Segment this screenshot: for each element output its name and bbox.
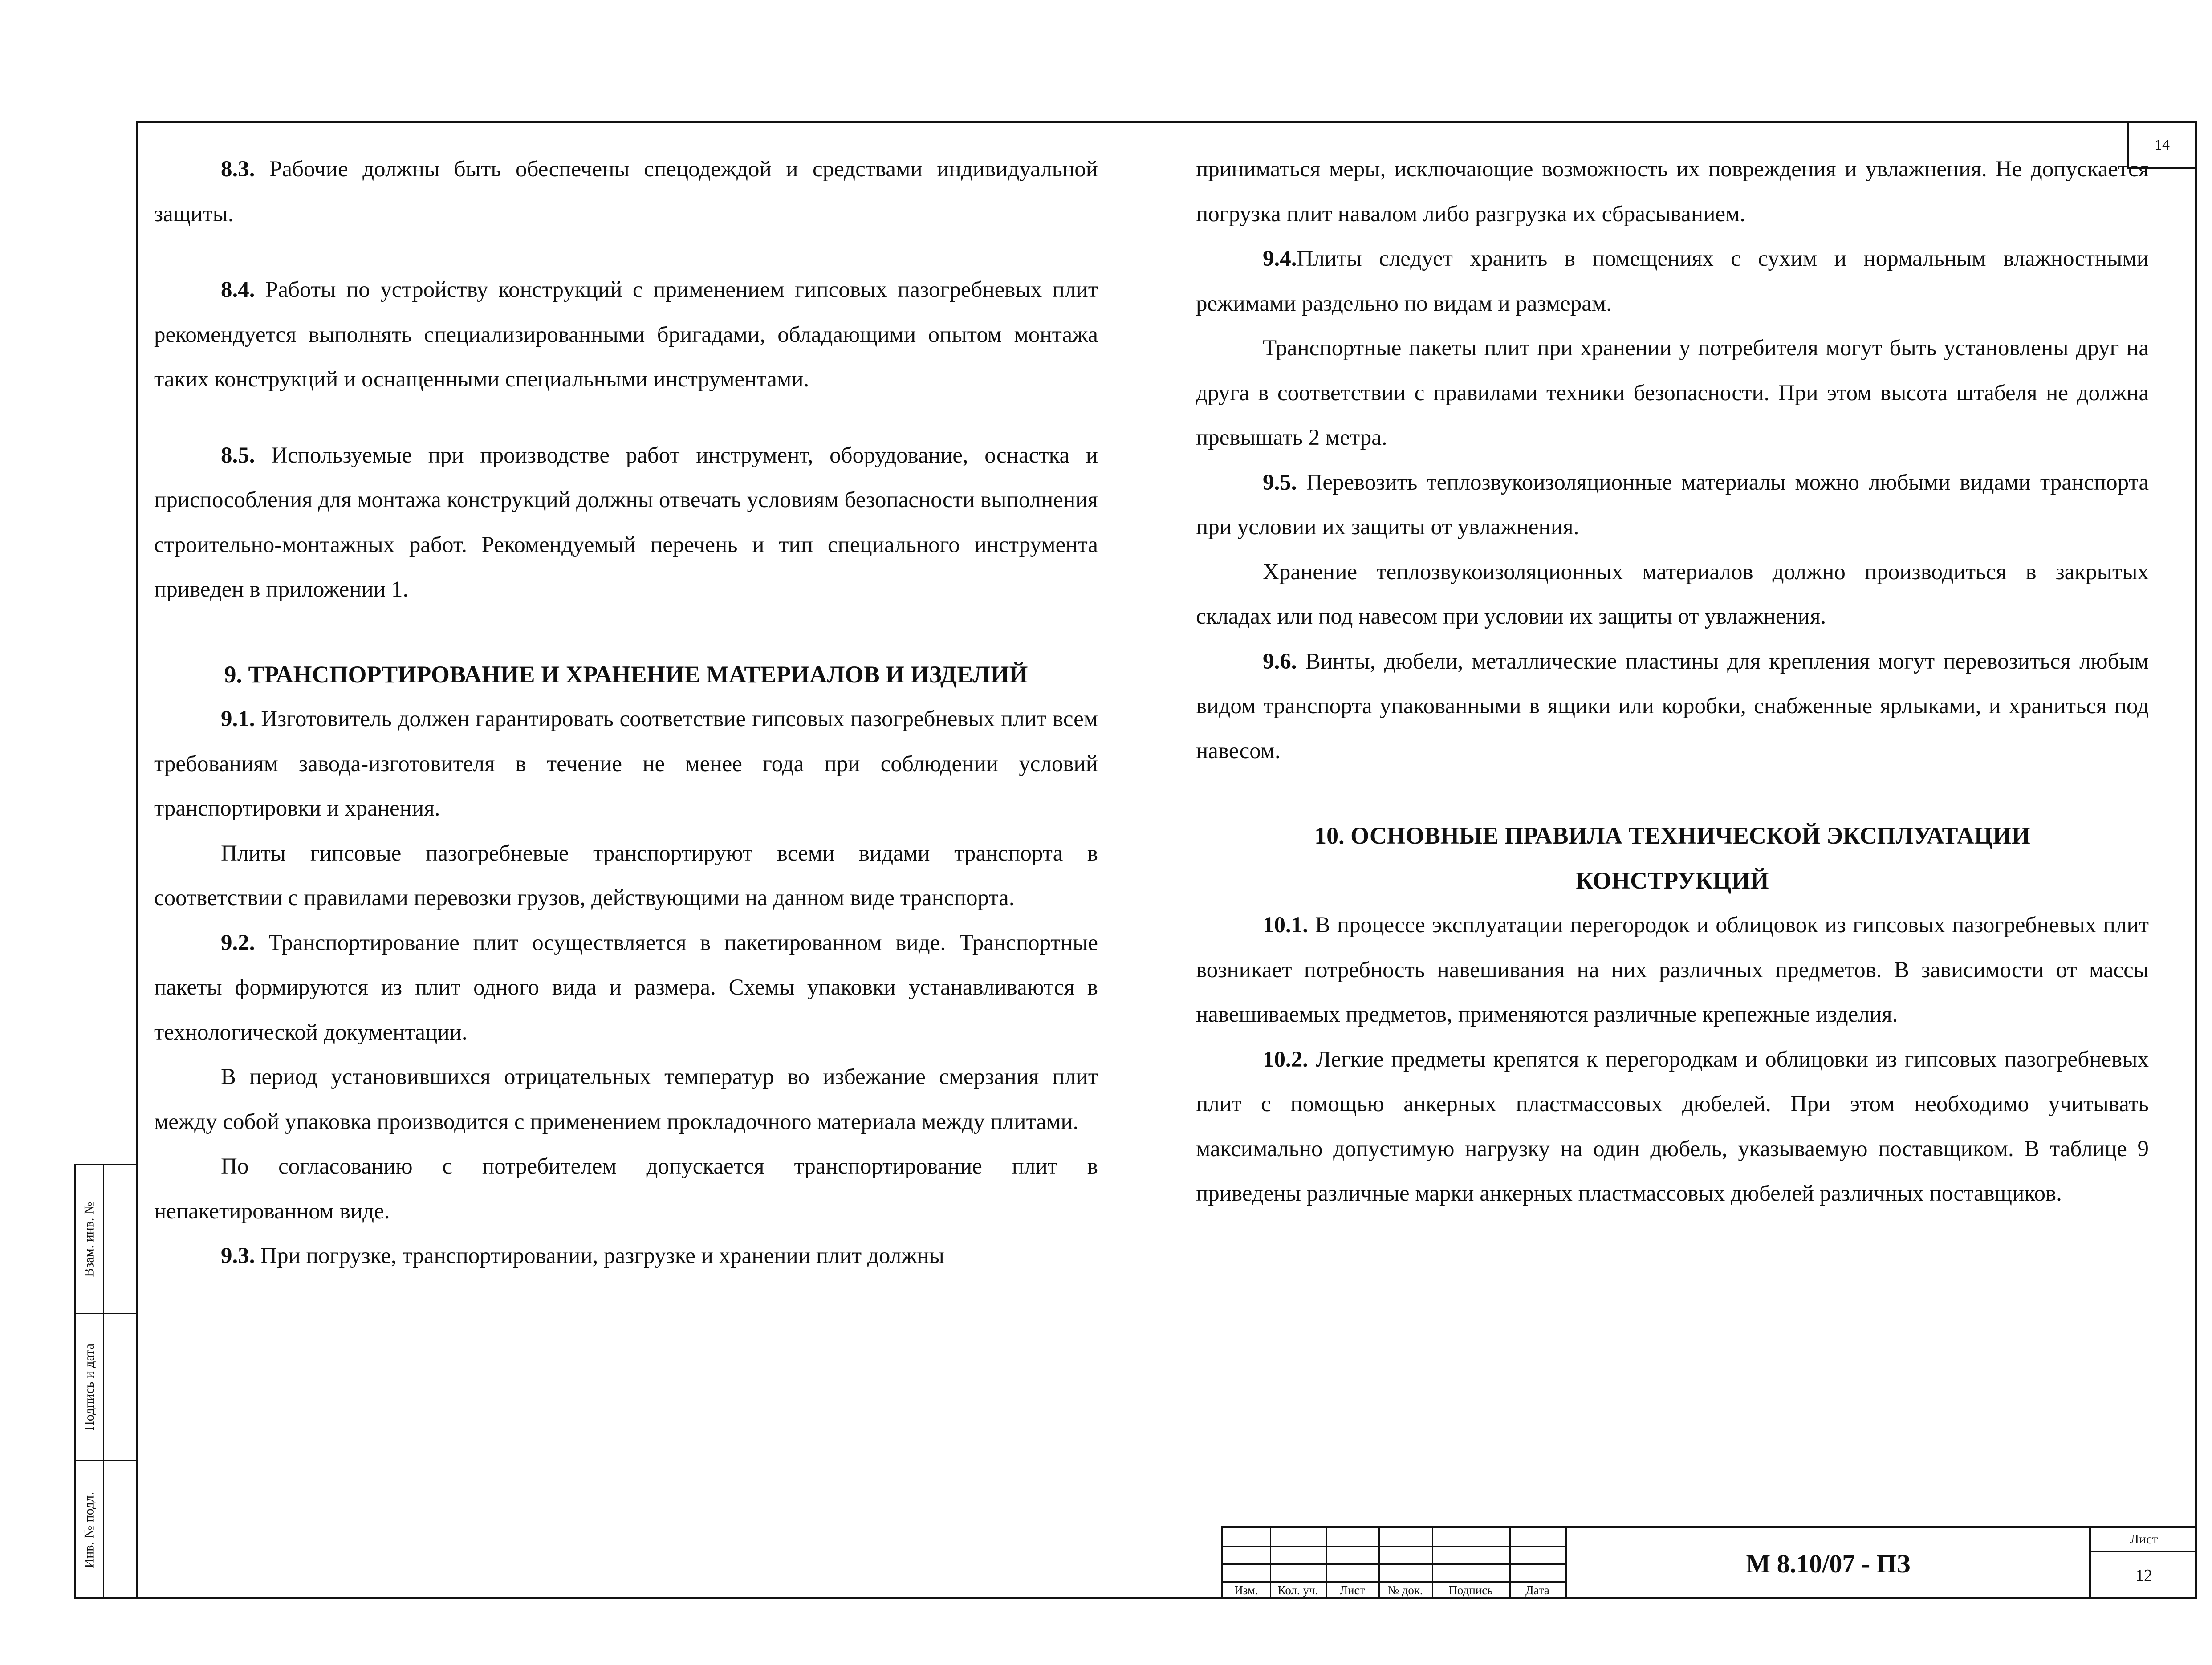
paragraph-9-4: 9.4.Плиты следует хранить в помещениях с сухим и нормальным влажностными режимами раздельно по видам и размерам.: [1196, 246, 2149, 316]
paragraph-8-4: 8.4. Работы по устройству конструкций с применением гипсовых пазогребневых плит рекомендуется выполнять специализированными бригадами, обладающими опытом монтажа таких конструкций и оснащенными специальными инструментами.: [154, 277, 1098, 392]
side-stamp-label: Инв. № подл.: [81, 1492, 97, 1568]
page-number-top: 14: [2127, 121, 2197, 169]
paragraph-10-1: 10.1. В процессе эксплуатации перегородок и облицовок из гипсовых пазогребневых плит возникает потребность навешивания на них различных предметов. В зависимости от массы навешиваемых предметов, применяются различные крепежные изделия.: [1196, 913, 2149, 1027]
side-stamp-vzam: [76, 1166, 136, 1314]
sheet-number: 12: [2135, 1566, 2152, 1585]
header-doc-number: № док.: [1387, 1583, 1423, 1597]
paragraph-9-1b: Плиты гипсовые пазогребневые транспортируют всеми видами транспорта в соответствии с правилами перевозки грузов, действующими на данном виде транспорта.: [154, 841, 1098, 910]
paragraph-9-2: 9.2. Транспортирование плит осуществляется в пакетированном виде. Транспортные пакеты формируются из плит одного вида и размера. Схемы упаковки устанавливаются в технологической документации.: [154, 930, 1098, 1045]
paragraph-9-3: 9.3. При погрузке, транспортировании, разгрузке и хранении плит должны: [221, 1243, 944, 1268]
header-izm: Изм.: [1234, 1583, 1258, 1597]
paragraph-8-5: 8.5. Используемые при производстве работ инструмент, оборудование, оснастка и приспособления для монтажа конструкций должны отвечать условиям безопасности выполнения строительно-монтажных работ. Рекомендуемый перечень и тип специального инструмента приведен в приложении 1.: [154, 443, 1098, 602]
paragraph-9-5: 9.5. Перевозить теплозвукоизоляционные материалы можно любыми видами транспорта при условии их защиты от увлажнения.: [1196, 470, 2149, 540]
paragraph-10-2: 10.2. Легкие предметы крепятся к перегородкам и облицовки из гипсовых пазогребневых плит с помощью анкерных пластмассовых дюбелей. При этом необходимо учитывать максимально допустимую нагрузку на один дюбель, указываемую поставщиком. В таблице 9 приведены различные марки анкерных пластмассовых дюбелей различных поставщиков.: [1196, 1047, 2149, 1206]
paragraph-9-2b: В период установившихся отрицательных температур во избежание смерзания плит между собой упаковка производится с применением прокладочного материала между плитами.: [154, 1064, 1098, 1134]
paragraph-9-3-continued: приниматься меры, исключающие возможность их повреждения и увлажнения. Не допускается погрузка плит навалом либо разгрузка их сбрасыванием.: [1196, 157, 2149, 227]
sheet-label: Лист: [2091, 1528, 2197, 1552]
paragraph-9-4b: Транспортные пакеты плит при хранении у потребителя могут быть установлены друг на друга в соответствии с правилами техники безопасности. При этом высота штабеля не должна превышать 2 метра.: [1196, 336, 2149, 450]
paragraph-9-2c: По согласованию с потребителем допускается транспортирование плит в непакетированном виде.: [154, 1154, 1098, 1224]
side-stamp-label: Взам. инв. №: [81, 1201, 97, 1277]
side-stamp-signature-date: [76, 1314, 136, 1461]
title-block-grid: [1223, 1528, 1565, 1599]
right-column: [1196, 147, 2149, 1216]
side-stamp-label: Подпись и дата: [81, 1343, 97, 1431]
paragraph-9-1: 9.1. Изготовитель должен гарантировать соответствие гипсовых пазогребневых плит всем требованиям завода-изготовителя в течение не менее года при соблюдении условий транспортировки и хранения.: [154, 707, 1098, 821]
section-10-heading-line2: КОНСТРУКЦИЙ: [1576, 867, 1769, 894]
paragraph-9-6: 9.6. Винты, дюбели, металлические пластины для крепления могут перевозиться любым видом транспорта упакованными в ящики или коробки, снабженные ярлыками, и храниться под навесом.: [1196, 649, 2149, 763]
paragraph-8-3: 8.3. Рабочие должны быть обеспечены спецодеждой и средствами индивидуальной защиты.: [154, 157, 1098, 227]
document-code: М 8.10/07 - ПЗ: [1565, 1528, 2091, 1599]
side-stamp-inv-podl: [76, 1461, 136, 1599]
title-block: [1221, 1526, 2197, 1599]
section-9-heading: 9. ТРАНСПОРТИРОВАНИЕ И ХРАНЕНИЕ МАТЕРИАЛОВ И ИЗДЕЛИЙ: [224, 661, 1028, 688]
section-10-heading-line1: 10. ОСНОВНЫЕ ПРАВИЛА ТЕХНИЧЕСКОЙ ЭКСПЛУАТАЦИИ: [1314, 822, 2030, 849]
header-signature: Подпись: [1448, 1583, 1493, 1597]
paragraph-9-5b: Хранение теплозвукоизоляционных материалов должно производиться в закрытых складах или под навесом при условии их защиты от увлажнения.: [1196, 559, 2149, 629]
header-kol-uch: Кол. уч.: [1277, 1583, 1318, 1597]
side-stamp: [74, 1164, 136, 1599]
header-list: Лист: [1339, 1583, 1365, 1597]
left-column: [154, 147, 1098, 1279]
sheet-number-cell: [2091, 1528, 2197, 1599]
header-date: Дата: [1525, 1583, 1549, 1597]
